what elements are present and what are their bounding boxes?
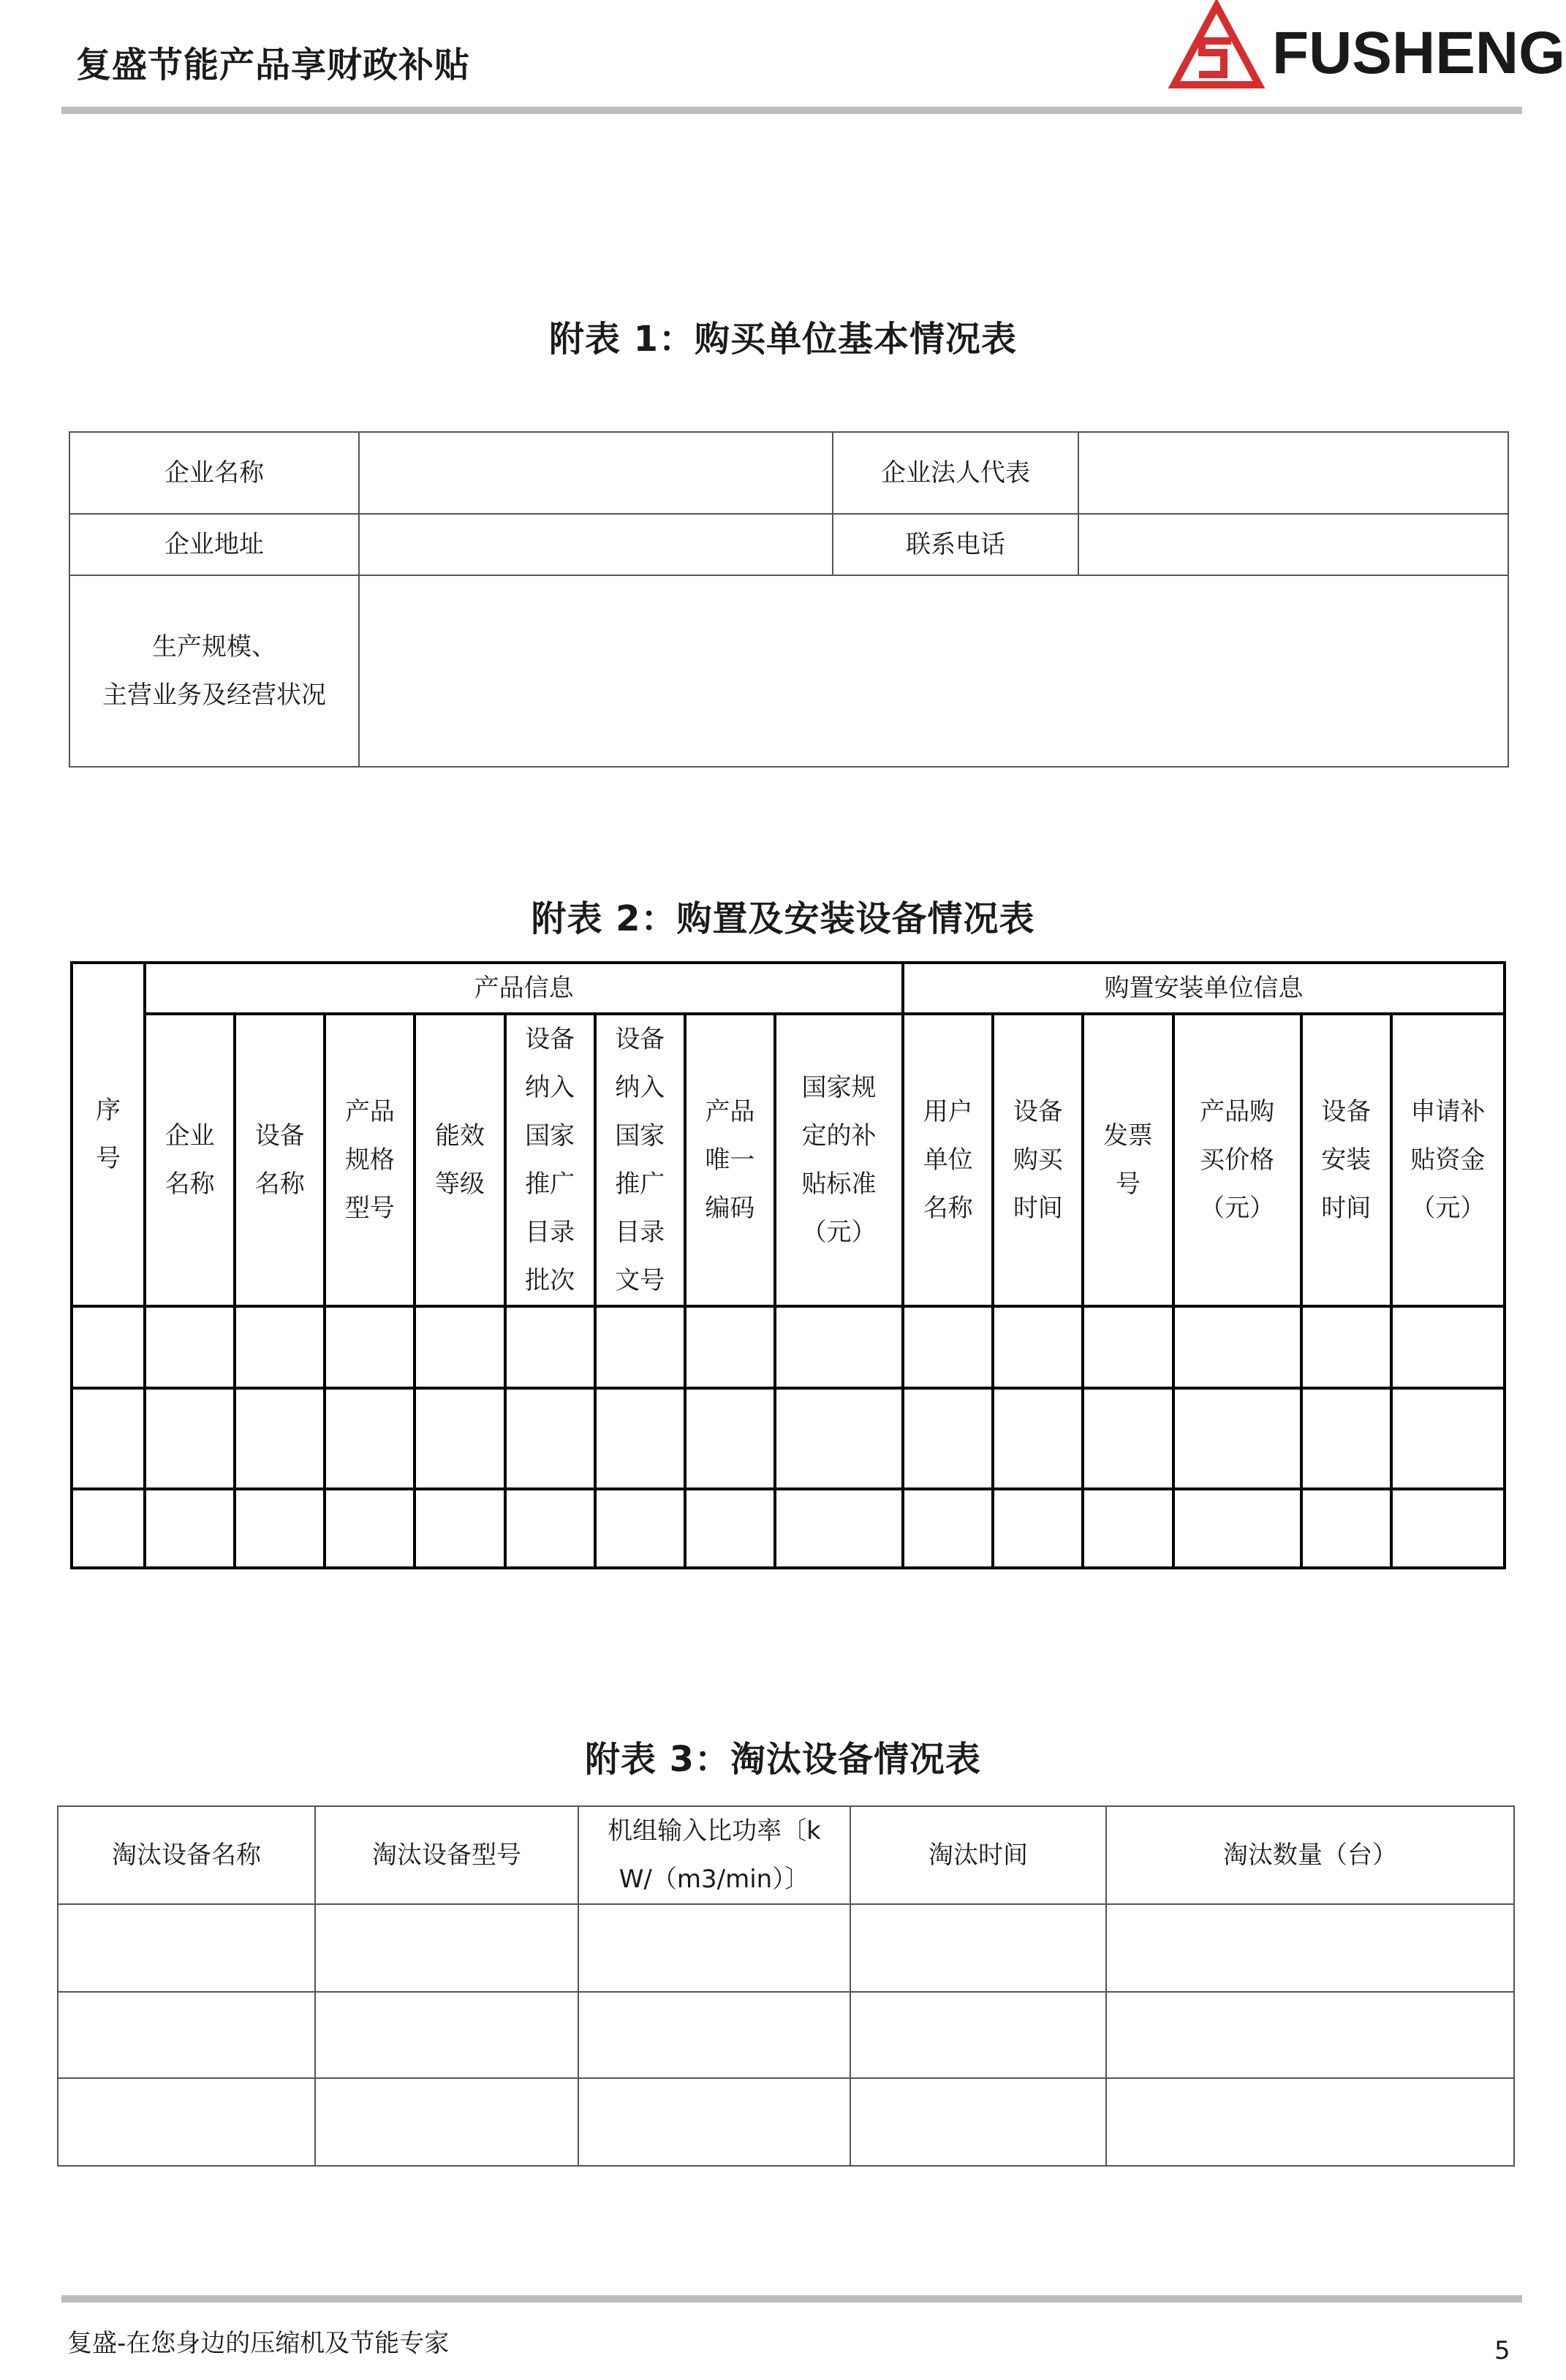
col-header-input-power: 机组输入比功率〔kW/（m3/min）〕	[578, 1806, 850, 1904]
col-header-install-time: 设备安装时间	[1301, 1014, 1391, 1306]
col-header-efficiency-grade: 能效等级	[415, 1014, 504, 1306]
col-header-unique-code: 产品唯一编码	[685, 1014, 775, 1306]
col-header-purchase-price: 产品购买价格（元）	[1173, 1014, 1301, 1306]
business-scale-label-line2: 主营业务及经营状况	[102, 681, 326, 710]
col-header-equipment-name: 设备名称	[235, 1014, 325, 1306]
company-name-value[interactable]	[359, 432, 833, 514]
col-header-retired-model: 淘汰设备型号	[315, 1806, 578, 1904]
col-header-company-name: 企业名称	[145, 1014, 235, 1306]
footer-divider	[61, 2295, 1522, 2303]
col-header-requested-subsidy: 申请补贴资金（元）	[1391, 1014, 1505, 1306]
business-scale-label	[69, 575, 359, 767]
col-header-catalog-batch: 设备纳入国家推广目录批次	[505, 1014, 595, 1306]
footer-slogan: 复盛-在您身边的压缩机及节能专家	[67, 2329, 450, 2358]
table-row	[58, 1904, 1514, 1992]
col-header-spec-model: 产品规格型号	[325, 1014, 415, 1306]
address-value[interactable]	[359, 514, 833, 575]
buyer-info-table	[69, 431, 1509, 768]
company-name-label: 企业名称	[69, 432, 359, 514]
header-divider	[61, 107, 1522, 114]
col-header-invoice-no: 发票号	[1083, 1014, 1173, 1306]
phone-value[interactable]	[1078, 514, 1508, 575]
col-header-catalog-doc-no: 设备纳入国家推广目录文号	[595, 1014, 685, 1306]
retired-equipment-table	[57, 1805, 1515, 2167]
table3-title: 附表 3：淘汰设备情况表	[584, 1739, 982, 1780]
equipment-install-table	[70, 961, 1506, 1569]
col-header-purchase-time: 设备购买时间	[993, 1014, 1083, 1306]
table-row	[58, 1992, 1514, 2078]
table2-title: 附表 2：购置及安装设备情况表	[531, 898, 1035, 939]
col-header-retired-qty: 淘汰数量（台）	[1106, 1806, 1514, 1904]
seq-header: 序号	[72, 963, 145, 1306]
business-scale-value[interactable]	[359, 575, 1508, 767]
business-scale-label-line1: 生产规模、	[152, 632, 276, 662]
legal-rep-label: 企业法人代表	[833, 432, 1078, 514]
address-label: 企业地址	[69, 514, 359, 575]
table-row	[72, 1489, 1505, 1568]
phone-label: 联系电话	[833, 514, 1078, 575]
logo-wordmark: FUSHENG	[1272, 20, 1565, 86]
product-info-group-header: 产品信息	[145, 963, 903, 1014]
col-header-user-unit: 用户单位名称	[903, 1014, 993, 1306]
buyer-info-group-header: 购置安装单位信息	[903, 963, 1505, 1014]
legal-rep-value[interactable]	[1078, 432, 1508, 514]
fusheng-logo	[1170, 0, 1565, 91]
table1-title: 附表 1：购买单位基本情况表	[548, 319, 1018, 360]
table-row	[58, 2078, 1514, 2166]
table-row	[72, 1306, 1505, 1388]
col-header-subsidy-standard: 国家规定的补贴标准（元）	[775, 1014, 903, 1306]
col-header-retired-time: 淘汰时间	[850, 1806, 1106, 1904]
table-row	[72, 1388, 1505, 1489]
document-header-title: 复盛节能产品享财政补贴	[76, 45, 471, 86]
col-header-retired-name: 淘汰设备名称	[58, 1806, 315, 1904]
page-number: 5	[1494, 2336, 1510, 2365]
